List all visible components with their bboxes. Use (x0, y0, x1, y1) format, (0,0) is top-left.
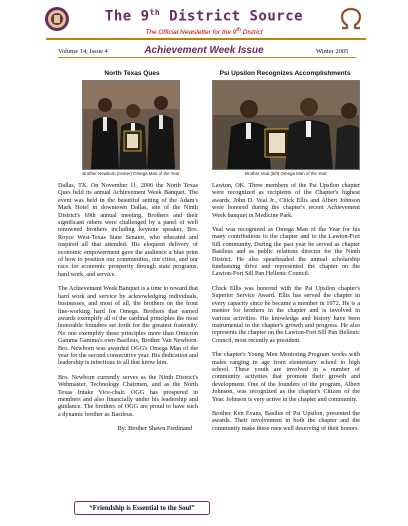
left-article-heading: North Texas Ques (104, 70, 160, 77)
omega-icon (338, 6, 364, 32)
issue-season: Winter 2005 (316, 48, 349, 55)
right-paragraph: Chick Ellis was honored with the Psi Upsilon chapter's Superior Service Award. Ellis has served the chapter in every capacity since he became a member in 1972. He is a mentor for brothers in the chapter and is involved in various activities. His knowledge and history have been instrumental in the chapter's growth and progress. He also represents the chapter on the Lawton-Fort Sill Pan Hellenic Council, most recently as president. (212, 284, 360, 344)
newsletter-title: The 9th District Source (104, 8, 304, 25)
left-article-photo (82, 80, 180, 170)
motto-box: “Friendship is Essential to the Soul” (74, 501, 210, 515)
left-photo-caption: Brother Newborn (center) Omega Man of the Year (82, 171, 180, 176)
right-article-photo (212, 80, 360, 170)
right-photo-caption: Brother Veal (left) Omega Man of the Year (245, 171, 327, 176)
right-paragraph: The chapter's Young Men Mentoring Program works with males ranging in age from elementary school to high school. These youth are involved in a number of community activities that promote their growth and development. One of the founders of the program, Albert Johnson, was recognized as the chapter's Citizen of the Year. Johnson is very active in the chapter and community. (212, 351, 360, 403)
right-paragraph: Brother Ken Evans, Basilus of Psi Upsilon, presented the awards. Their involvement in both the chapter and the community make these men well deserving of their honors. (212, 409, 360, 432)
right-article-body (212, 182, 360, 439)
left-paragraph: Bro. Newborn currently serves as the Ninth District's Webmaster, Technology Chairmen, and as the North Texas Intake Vice-chair. OGG has prospered in members and also financially under his leadership and guidance. The brothers of OGG are proud to have such a dynamic brother as Basileus. (58, 373, 198, 418)
left-paragraph: Dallas, TX. On November 11, 2006 the North Texas Ques held its annual Achievement Week Banquet. The event was held in the beautiful setting of the Adam's Mark Hotel in downtown Dallas, site of the Ninth District's 69th annual meeting. Brothers and their significant others were challenged by a panel of well renowned brothers including keynote speaker, Bro. Royce West-Texas State Senator, who educated and inspired all that attended. His eloquent delivery of economic empowerment gave the audience a blue print of how to position our communities, our cities, and our race for economic prosperity through state programs, hard work, and service. (58, 182, 198, 278)
issue-volume: Volume 14, Issue 4 (58, 48, 108, 55)
right-article-heading: Psi Upsilon Recognizes Accomplishments (219, 70, 351, 77)
left-paragraph: The Achievement Week Banquet is a time to reward that hard work and service by acknowledging individuals, businesses, and most of all, the brothers on the front line-working hard for Omega. Brothers that earned awards exemplify all of the cardinal principles the most honorable founders set forth for the greatest fraternity. No one exemplify these principles more than Omicron Gamma Gamma's own Basileus, Brother Van Newborn. Bro. Newborn was awarded OGG's Omega Man of the year for the second consecutive year. His dedication and leadership is infectious to all that know him. (58, 285, 198, 367)
right-paragraph: Veal was recognized as Omega Man of the Year for his many contributions to the chapter and to the Lawton-Fort Sill community. During the past year he served as chapter Basileus and as public relations director for the Ninth District. He also spearheaded the annual scholarship fundraising drive and represented the chapter on the Lawton-Fort Sill Pan Hellenic Council. (212, 226, 360, 278)
issue-divider (58, 57, 356, 58)
header-divider (46, 38, 366, 40)
issue-title: Achievement Week Issue (144, 45, 264, 56)
newsletter-tagline: The Official Newsletter for the 9th District (145, 27, 263, 37)
left-article-body (58, 182, 198, 433)
right-paragraph: Lawton, OK. Three members of the Psi Upsilon chapter were recognized as recipients of the Chapter's highest awards. John D. Veal Jr., Chick Ellis and Albert Johnson were honored during the chapter's recent Achievement Week banquet in Medicine Park. (212, 182, 360, 219)
article-byline: By: Brother Shawn Ferdinand (117, 425, 192, 433)
